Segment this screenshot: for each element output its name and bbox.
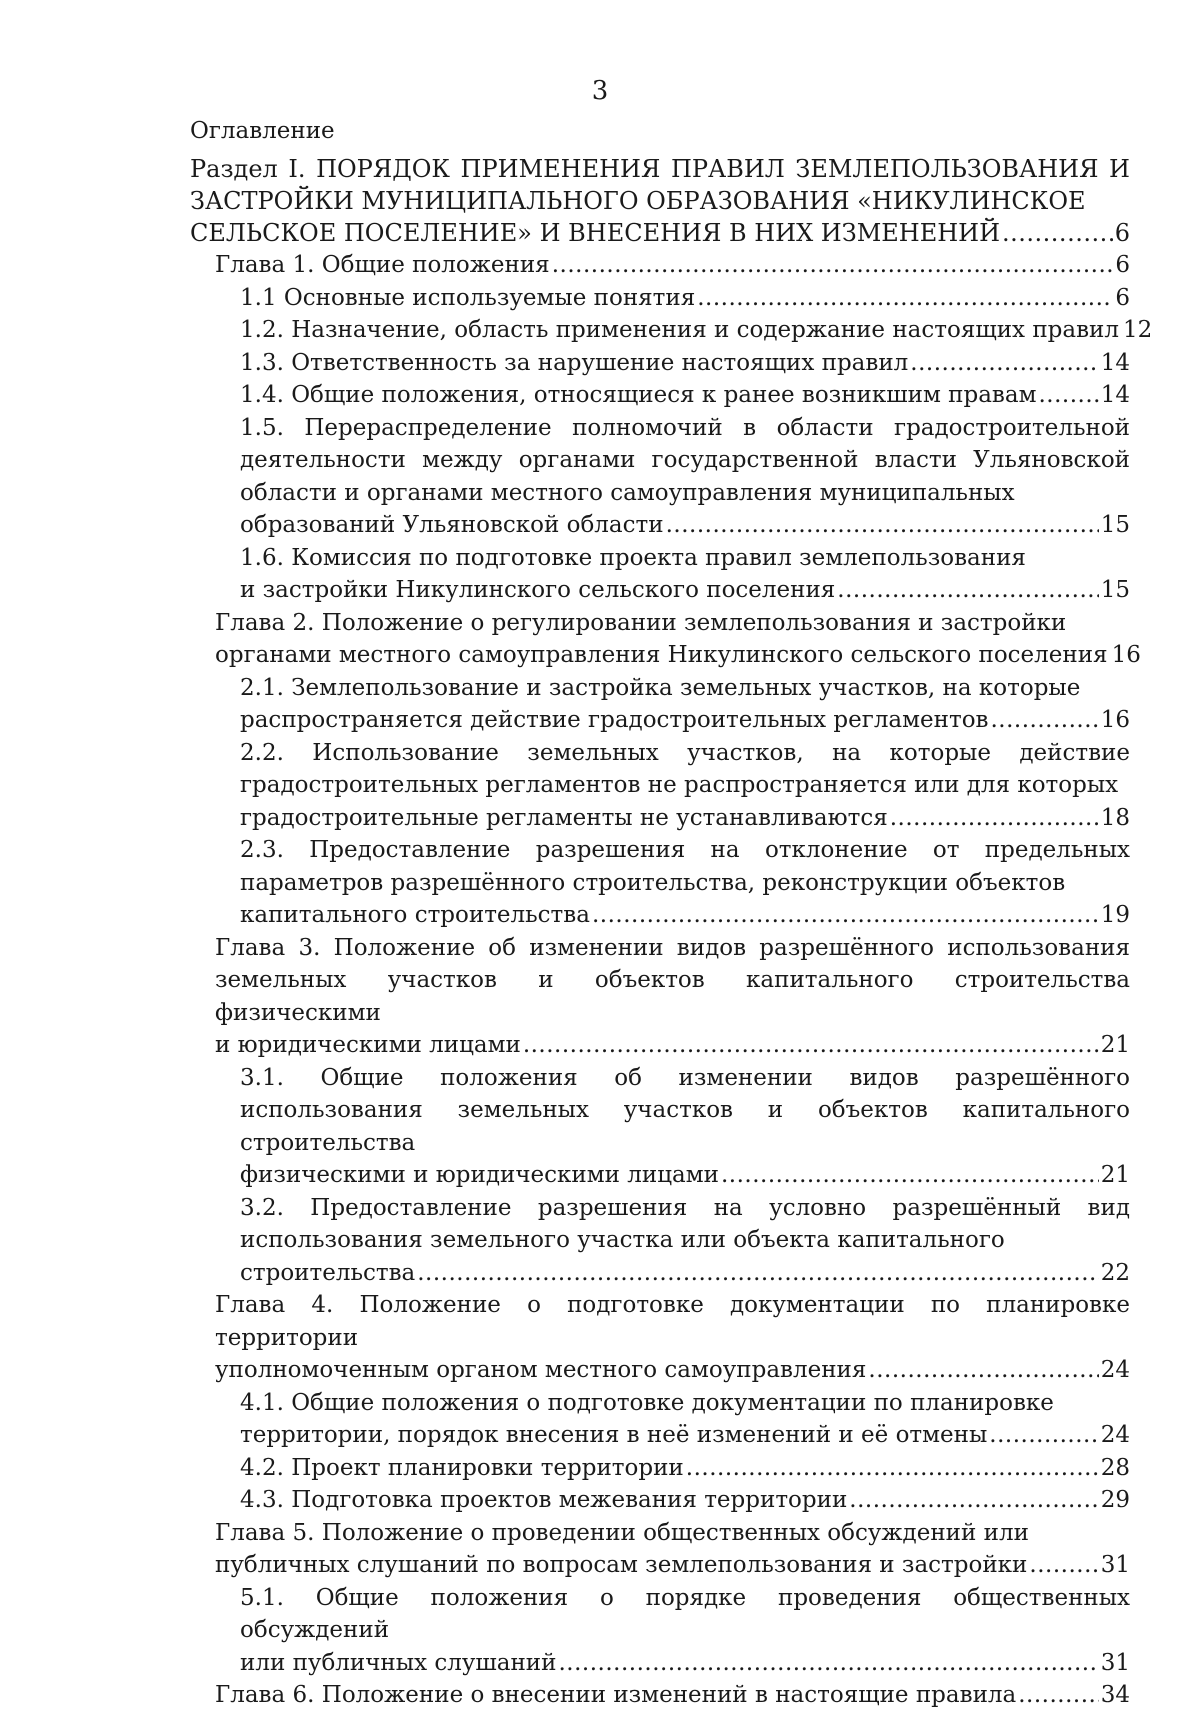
dot-leader <box>686 1452 1099 1485</box>
toc-entry-title: распространяется действие градостроительных регламентов <box>240 707 989 733</box>
toc-entry <box>190 249 1130 282</box>
toc-entry-title: территории, порядок внесения в неё изменений и её отмены <box>240 1422 988 1448</box>
toc-entry <box>190 1517 1130 1582</box>
toc-entry <box>190 1582 1130 1680</box>
toc-entry <box>190 932 1130 1062</box>
toc-page-number: 12 <box>1123 317 1153 343</box>
toc-entry <box>190 1062 1130 1192</box>
dot-leader <box>558 1647 1098 1680</box>
toc-entry-last-line <box>240 1452 1130 1485</box>
toc-entry-title: 1.3. Ответственность за нарушение настоящих правил <box>240 349 909 376</box>
toc-entry <box>190 834 1130 932</box>
toc-entry-title: органами местного самоуправления Никулинского сельского поселения <box>215 642 1108 668</box>
toc-page-number: 15 <box>1100 577 1130 603</box>
toc-entry-last-line <box>240 1159 1130 1192</box>
toc-entry-lead: 5.1. Общие положения о порядке проведения общественных обсуждений <box>240 1584 1130 1643</box>
toc-entry-last-line <box>215 639 1141 672</box>
toc-entry-last-line <box>215 1679 1130 1712</box>
toc-entry-last-line <box>240 802 1130 835</box>
toc-entry <box>190 412 1130 542</box>
toc-entry-last-line <box>240 574 1130 607</box>
toc-entry <box>190 737 1130 835</box>
dot-leader <box>890 802 1099 835</box>
toc-entry-lead: Глава 3. Положение об изменении видов разрешённого использования земельных участков и объектов капитального строительства физическими <box>215 934 1130 1026</box>
toc-entry-last-line <box>215 249 1130 282</box>
toc-entry <box>190 672 1130 737</box>
toc-entry-lead: 2.2. Использование земельных участков, на которые действие градостроительных регламентов не распространяется или для которых <box>240 739 1130 798</box>
dot-leader <box>552 249 1114 282</box>
toc-entry-last-line <box>240 347 1130 380</box>
toc-page-number: 16 <box>1100 707 1130 733</box>
toc-page-number: 24 <box>1100 1422 1130 1448</box>
dot-leader <box>989 1419 1098 1452</box>
toc-page-number: 34 <box>1100 1682 1130 1708</box>
toc-entry-title: капитального строительства <box>240 902 590 928</box>
toc-entry <box>190 153 1130 249</box>
toc-page-number: 22 <box>1100 1259 1130 1286</box>
toc-page-number: 6 <box>1114 219 1130 247</box>
toc-entry-title: 4.3. Подготовка проектов межевания территории <box>240 1487 848 1513</box>
toc-entry-title: Глава 1. Общие положения <box>215 252 550 278</box>
toc-entry-title: публичных слушаний по вопросам землепользования и застройки <box>215 1552 1028 1578</box>
dot-leader <box>666 509 1099 542</box>
toc-entry-lead: 4.1. Общие положения о подготовке документации по планировке <box>240 1389 1054 1416</box>
dot-leader <box>837 574 1098 607</box>
toc-entry-last-line <box>240 379 1130 412</box>
toc-entry <box>190 1289 1130 1387</box>
toc-entry-title: и юридическими лицами <box>215 1032 521 1058</box>
toc-entry-title: Глава 6. Положение о внесении изменений в настоящие правила <box>215 1682 1017 1708</box>
toc-entry-title: 4.2. Проект планировки территории <box>240 1454 684 1481</box>
dot-leader <box>849 1484 1098 1517</box>
dot-leader <box>1029 1549 1098 1582</box>
toc-page-number: 21 <box>1100 1162 1130 1188</box>
toc-entry-last-line <box>240 1419 1130 1452</box>
toc-entry-last-line <box>190 217 1130 249</box>
toc-entry <box>190 347 1130 380</box>
toc-entry-last-line <box>215 1354 1130 1387</box>
toc-entry-title: 1.4. Общие положения, относящиеся к ранее возникшим правам <box>240 382 1037 408</box>
toc-entry <box>190 1452 1130 1485</box>
toc-entry-lead: Глава 4. Положение о подготовке документации по планировке территории <box>215 1292 1130 1351</box>
toc-entry-last-line <box>240 509 1130 542</box>
toc-entry-last-line <box>240 704 1130 737</box>
toc-page-number: 21 <box>1100 1032 1130 1058</box>
toc-entry <box>190 1192 1130 1290</box>
dot-leader <box>1039 379 1099 412</box>
toc-entry-last-line <box>240 282 1130 315</box>
toc-entry-title: образований Ульяновской области <box>240 512 664 538</box>
table-of-contents <box>190 153 1153 1712</box>
page-number: 3 <box>591 76 609 106</box>
toc-page-number: 29 <box>1100 1487 1130 1513</box>
toc-page-number: 19 <box>1100 902 1130 928</box>
toc-entry <box>190 607 1141 672</box>
toc-entry-lead: Раздел I. ПОРЯДОК ПРИМЕНЕНИЯ ПРАВИЛ ЗЕМЛЕПОЛЬЗОВАНИЯ И ЗАСТРОЙКИ МУНИЦИПАЛЬНОГО ОБРАЗОВАНИЯ «НИКУЛИНСКОЕ <box>190 155 1130 215</box>
toc-entry-title: 1.2. Назначение, область применения и содержание настоящих правил <box>240 317 1119 343</box>
toc-entry-title: физическими и юридическими лицами <box>240 1162 719 1188</box>
toc-entry-lead: 3.2. Предоставление разрешения на условно разрешённый вид использования земельного участка или объекта капитального <box>240 1194 1130 1253</box>
toc-entry-lead: Глава 2. Положение о регулировании землепользования и застройки <box>215 609 1067 636</box>
toc-page-number: 28 <box>1100 1454 1130 1481</box>
toc-page-number: 31 <box>1100 1552 1130 1578</box>
toc-entry-last-line <box>240 314 1153 347</box>
toc-entry <box>190 282 1130 315</box>
toc-entry <box>190 1679 1130 1712</box>
toc-entry-last-line <box>240 1647 1130 1680</box>
toc-entry-lead: 3.1. Общие положения об изменении видов разрешённого использования земельных участков и объектов капитального строительства <box>240 1064 1130 1156</box>
toc-page-number: 14 <box>1100 382 1130 408</box>
dot-leader <box>417 1257 1098 1290</box>
toc-entry-last-line <box>240 899 1130 932</box>
toc-entry-lead: 1.6. Комиссия по подготовке проекта правил землепользования <box>240 544 1026 571</box>
toc-entry-lead: 2.1. Землепользование и застройка земельных участков, на которые <box>240 674 1081 701</box>
toc-page-number: 18 <box>1100 804 1130 831</box>
dot-leader <box>910 347 1098 380</box>
toc-entry-last-line <box>215 1029 1130 1062</box>
toc-entry-title: 1.1 Основные используемые понятия <box>240 284 696 311</box>
toc-entry <box>190 1484 1130 1517</box>
dot-leader <box>991 704 1099 737</box>
toc-entry <box>190 379 1130 412</box>
toc-page-number: 14 <box>1100 349 1130 376</box>
toc-page-number: 31 <box>1100 1649 1130 1676</box>
toc-entry-last-line <box>240 1484 1130 1517</box>
dot-leader <box>1002 217 1113 249</box>
toc-entry-last-line <box>215 1549 1130 1582</box>
toc-page-number: 16 <box>1111 642 1141 668</box>
toc-entry-last-line <box>240 1257 1130 1290</box>
toc-page-number: 6 <box>1115 252 1130 278</box>
toc-entry-lead: Глава 5. Положение о проведении общественных обсуждений или <box>215 1519 1029 1546</box>
dot-leader <box>1018 1679 1099 1712</box>
toc-entry-title: градостроительные регламенты не устанавливаются <box>240 804 888 831</box>
toc-page-number: 15 <box>1100 512 1130 538</box>
dot-leader <box>523 1029 1099 1062</box>
dot-leader <box>592 899 1099 932</box>
dot-leader <box>697 282 1113 315</box>
toc-entry-lead: 2.3. Предоставление разрешения на отклонение от предельных параметров разрешённого строительства, реконструкции объектов <box>240 837 1130 896</box>
toc-page-number: 24 <box>1100 1357 1130 1383</box>
toc-entry <box>190 542 1130 607</box>
dot-leader <box>721 1159 1099 1192</box>
toc-heading: Оглавление <box>190 118 335 144</box>
toc-entry-lead: 1.5. Перераспределение полномочий в области градостроительной деятельности между органами государственной власти Ульяновской области и органами местного самоуправления муниципальных <box>240 414 1130 506</box>
toc-entry <box>190 1387 1130 1452</box>
dot-leader <box>868 1354 1098 1387</box>
toc-page-number: 6 <box>1115 284 1130 311</box>
toc-entry-title: уполномоченным органом местного самоуправления <box>215 1357 867 1383</box>
toc-entry-title: СЕЛЬСКОЕ ПОСЕЛЕНИЕ» И ВНЕСЕНИЯ В НИХ ИЗМЕНЕНИЙ <box>190 219 1001 247</box>
toc-entry-title: строительства <box>240 1259 416 1286</box>
toc-entry <box>190 314 1153 347</box>
toc-entry-title: или публичных слушаний <box>240 1649 557 1676</box>
toc-entry-title: и застройки Никулинского сельского поселения <box>240 577 836 603</box>
